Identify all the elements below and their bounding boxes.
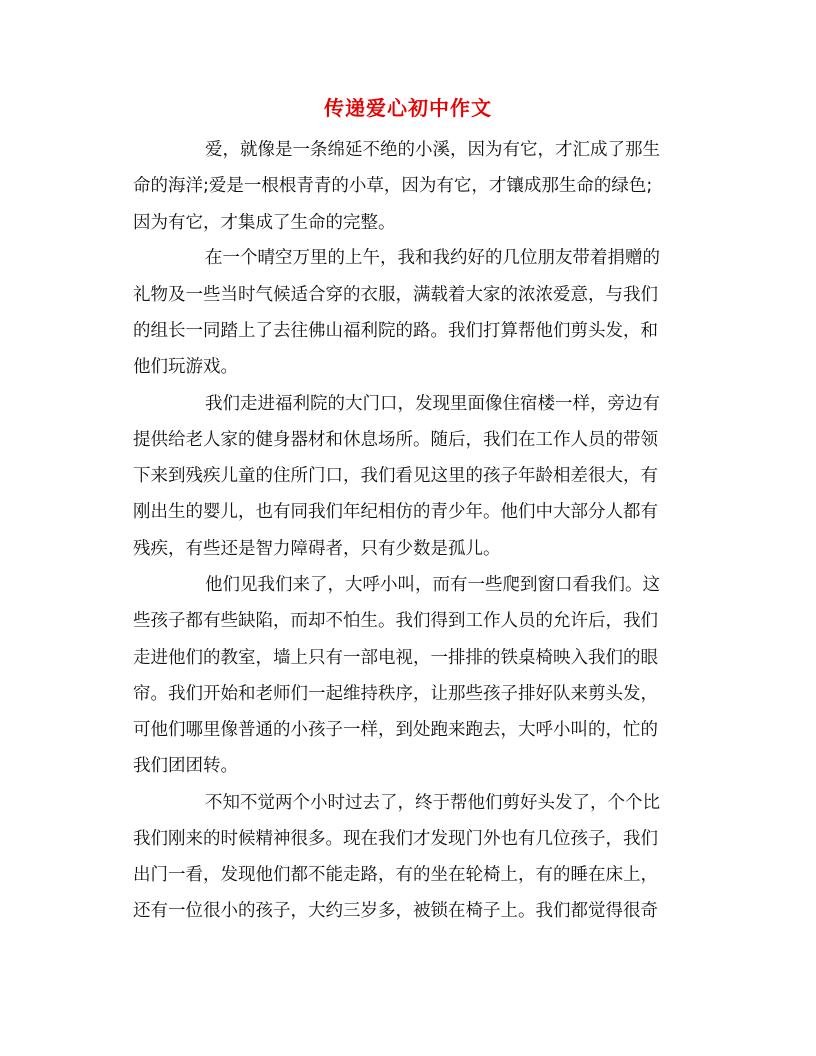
text-line: 帘。我们开始和老师们一起维持秩序，让那些孩子排好队来剪头发， — [133, 684, 658, 704]
text-line: 他们见我们来了，大呼小叫，而有一些爬到窗口看我们。这 — [205, 575, 660, 595]
text-line: 还有一位很小的孩子，大约三岁多，被锁在椅子上。我们都觉得很奇 — [133, 901, 658, 921]
text-line: 出门一看，发现他们都不能走路，有的坐在轮椅上，有的睡在床上， — [133, 865, 658, 885]
text-line: 在一个晴空万里的上午，我和我约好的几位朋友带着捐赠的 — [205, 248, 660, 268]
text-line: 我们团团转。 — [133, 756, 238, 776]
text-line: 残疾，有些还是智力障碍者，只有少数是孤儿。 — [133, 539, 501, 559]
text-line: 提供给老人家的健身器材和休息场所。随后，我们在工作人员的带领 — [133, 430, 658, 450]
document-title: 传递爱心初中作文 — [324, 96, 492, 120]
text-line: 下来到残疾儿童的住所门口，我们看见这里的孩子年龄相差很大，有 — [133, 466, 658, 486]
text-line: 可他们哪里像普通的小孩子一样，到处跑来跑去，大呼小叫的，忙的 — [133, 720, 658, 740]
text-line: 些孩子都有些缺陷，而却不怕生。我们得到工作人员的允许后，我们 — [133, 611, 658, 631]
text-line: 爱，就像是一条绵延不绝的小溪，因为有它，才汇成了那生 — [205, 140, 660, 160]
text-line: 礼物及一些当时气候适合穿的衣服，满载着大家的浓浓爱意，与我们 — [133, 285, 658, 305]
text-line: 走进他们的教室，墙上只有一部电视，一排排的铁桌椅映入我们的眼 — [133, 648, 658, 668]
text-line: 不知不觉两个小时过去了，终于帮他们剪好头发了，个个比 — [205, 793, 660, 813]
text-line: 因为有它，才集成了生命的完整。 — [133, 213, 396, 233]
text-line: 他们玩游戏。 — [133, 357, 238, 377]
text-line: 刚出生的婴儿，也有同我们年纪相仿的青少年。他们中大部分人都有 — [133, 502, 658, 522]
text-line: 命的海洋;爱是一根根青青的小草，因为有它，才镶成那生命的绿色; — [133, 176, 653, 196]
text-line: 我们刚来的时候精神很多。现在我们才发现门外也有几位孩子，我们 — [133, 829, 658, 849]
text-line: 的组长一同踏上了去往佛山福利院的路。我们打算帮他们剪头发，和 — [133, 321, 658, 341]
text-line: 我们走进福利院的大门口，发现里面像住宿楼一样，旁边有 — [205, 394, 660, 414]
